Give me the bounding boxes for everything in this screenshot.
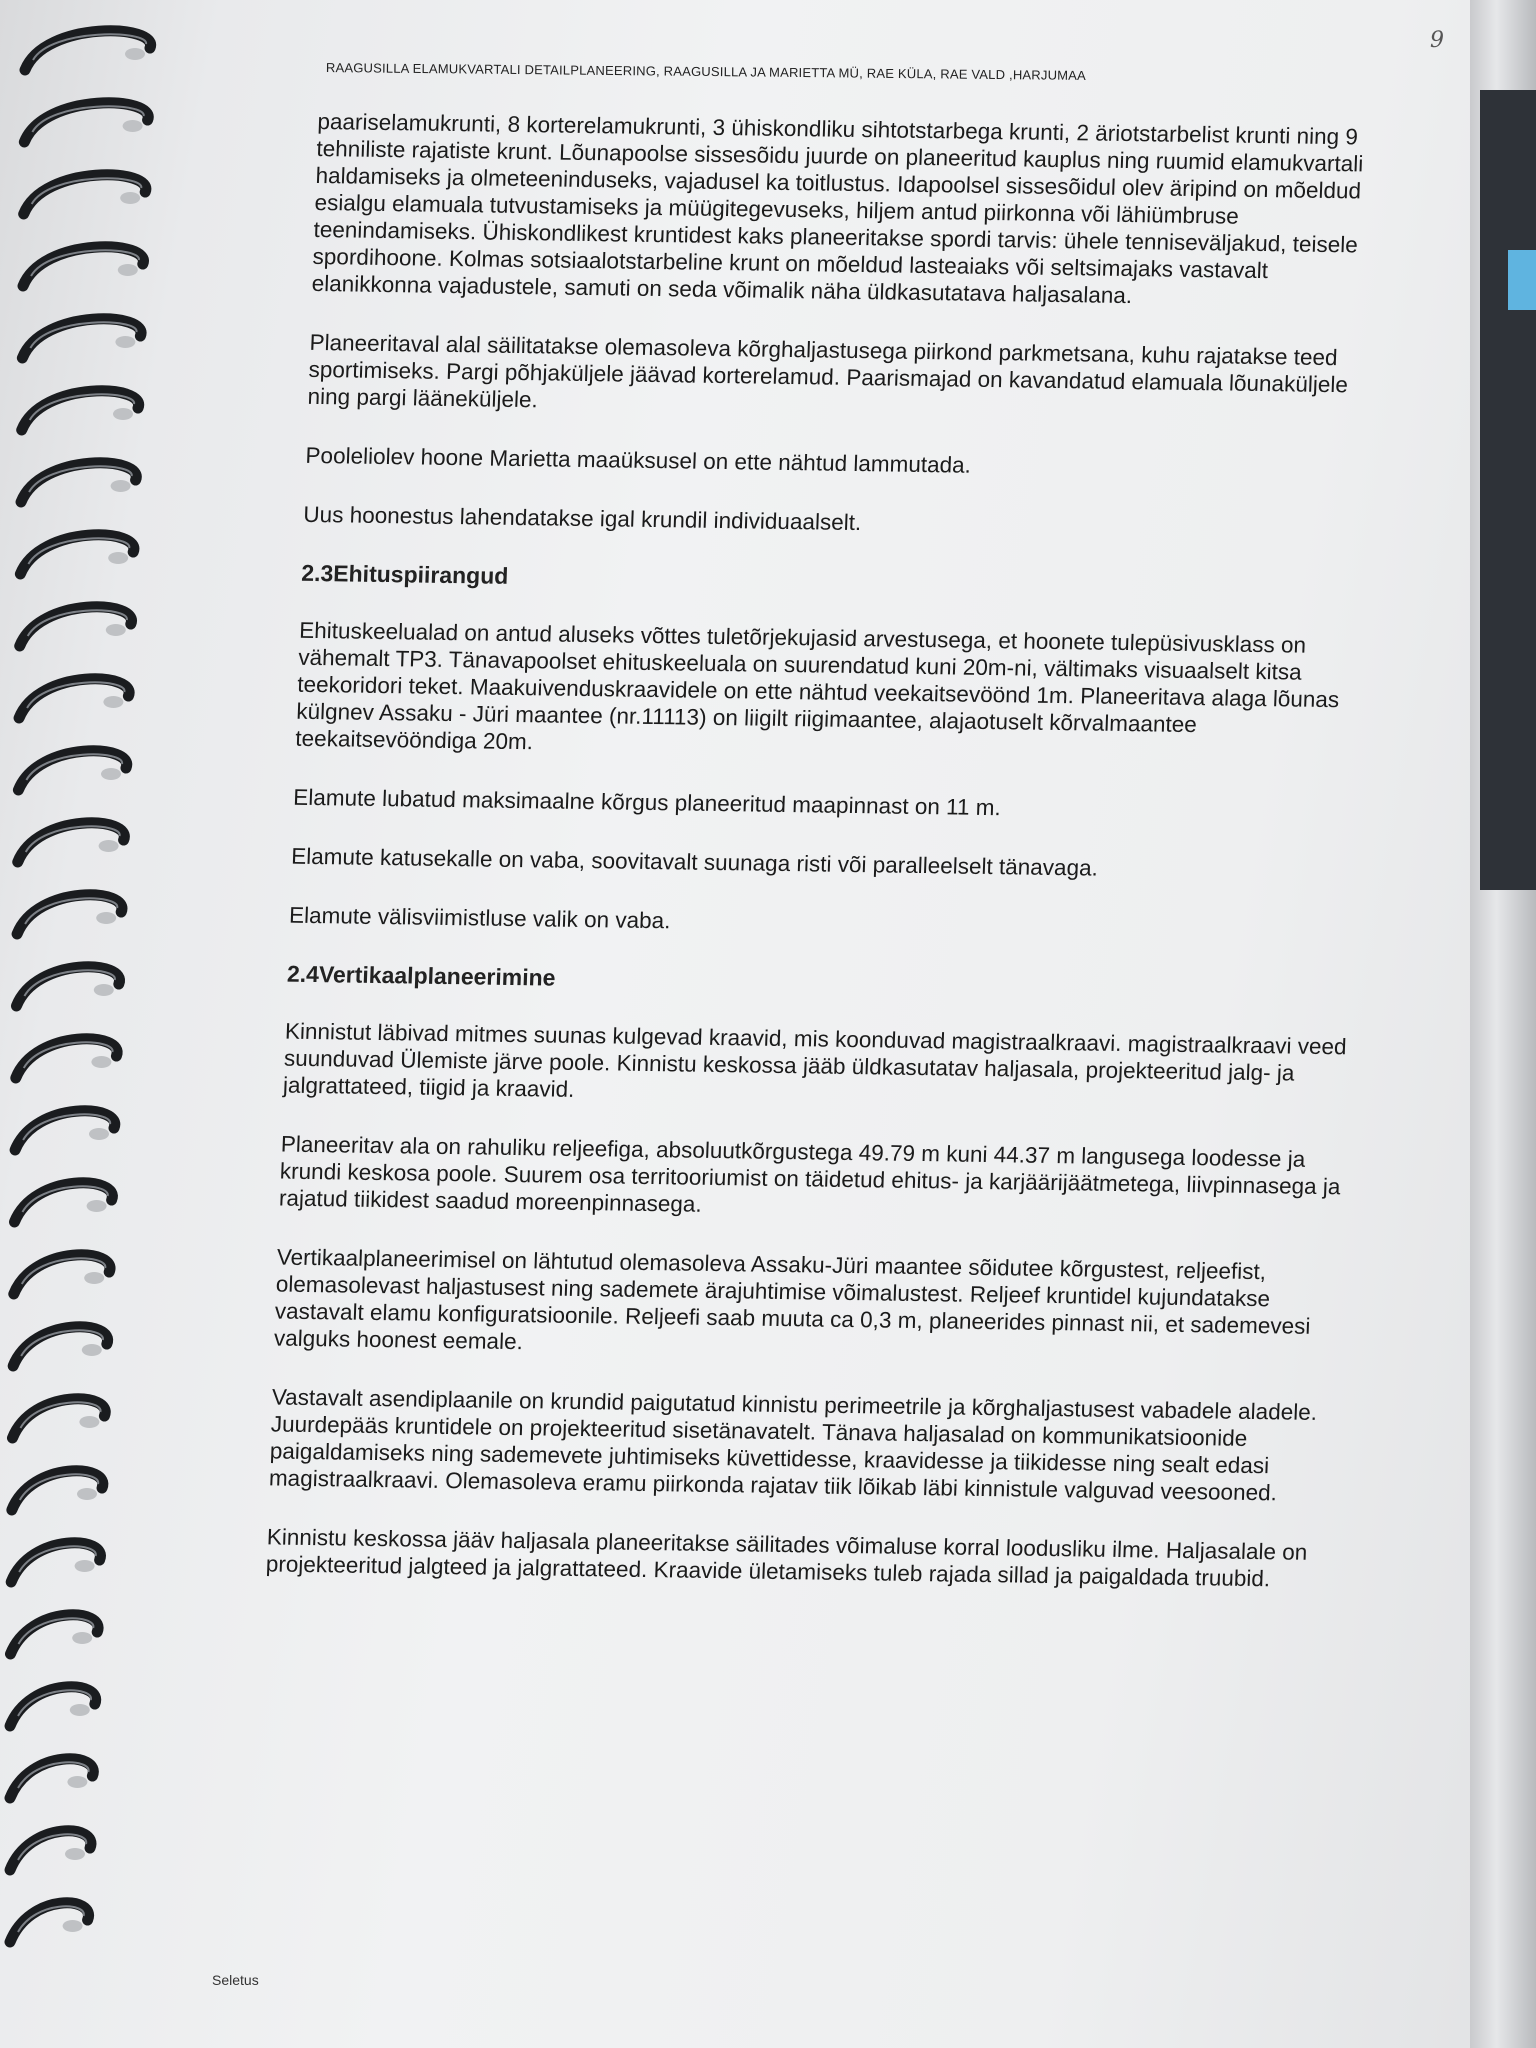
blue-tab-marker [1508,250,1536,310]
running-footer: Seletus [212,1972,259,1988]
paragraph: Vastavalt asendiplaanile on krundid paigutatud kinnistu perimeetrile ja kõrghaljastusest vabadele aladele. Juurdepääs kruntidele on projekteeritud sisetänavatelt. Tänava haljasalad on kommunikatsioonide paigaldamiseks ning sademevete juhtimiseks küvettidesse, kraavidesse ja tiikidesse ning sealt edasi magistraalkraavi. Olemasoleva eramu piirkonda rajatav tiik lõikab läbi kinnistule valguvad veesooned. [268,1384,1318,1506]
spiral-loop [25,31,151,70]
spiral-loop [12,1471,103,1510]
page-number: 9 [1430,28,1444,53]
document-body [264,108,1388,1625]
spiral-loop [22,319,141,358]
spiral-loop [23,247,143,286]
spiral-loop [16,1039,117,1078]
spiral-loop [18,751,126,790]
spiral-loop [17,895,122,934]
spiral-binding [0,0,190,2048]
spiral-loop [18,823,125,862]
paragraph: Kinnistut läbivad mitmes suunas kulgevad kraavid, mis koonduvad magistraalkraavi. magistraalkraavi veed suunduvad Ülemiste järve poole. Kinnistu keskossa jääb üldkasutatav haljasala, projekteeritud jalg- ja jalgrattateed, tiigid ja kraavid. [282,1018,1348,1102]
spiral-loop [13,1327,108,1366]
paragraph: Planeeritav ala on rahuliku reljeefiga, absoluutkõrgustega 49.79 m kuni 44.37 m langusega loodesse ja krundi keskosa poole. Suurem osa territooriumist on täidetud ehitus- ja karjäärijäätmetega, liivpinnasega ja rajatud tiikidest saadud moreenpinnasega. [278,1131,1341,1217]
spiral-loop [10,1615,98,1654]
spiral-loop [21,463,136,502]
spiral-loop [16,967,119,1006]
section-heading: 2.4Vertikaalplaneerimine [286,960,556,991]
paragraph: Elamute lubatud maksimaalne kõrgus planeeritud maapinnast on 11 m. [292,784,1002,821]
background-object [1480,90,1536,890]
spiral-loop [14,1183,112,1222]
section-heading: 2.3Ehituspiirangud [300,559,509,589]
spiral-loop [11,1543,100,1582]
spiral-loop [22,391,139,430]
paragraph: Elamute välisviimistluse valik on vaba. [288,902,671,934]
paragraph: Pooleliolev hoone Marietta maaüksusel on ette nähtud lammutada. [305,442,972,478]
paragraph: Planeeritaval alal säilitatakse olemasoleva kõrghaljastusega piirkond parkmetsana, kuhu rajatakse teed sportimiseks. Pargi põhjaküljele jäävad korterelamud. Paarismajad on kavandatud elamuala lõunaküljele ning pargi lääneküljele. [307,329,1349,413]
spiral-loop [10,1759,93,1798]
paragraph: Kinnistu keskossa jääv haljasala planeeritakse säilitades võimaluse korral loodusliku ilme. Haljasalale on projekteeritud jalgteed ja jalgrattateed. Kraavide ületamiseks tuleb rajada sillad ja paigaldada truubid. [265,1524,1308,1592]
spiral-loop [12,1399,105,1438]
spiral-loop [10,1687,96,1726]
paragraph: Elamute katusekalle on vaba, soovitavalt suunaga risti või paralleelselt tänavaga. [290,843,1099,881]
spiral-loop [10,1903,89,1942]
paragraph: Vertikaalplaneerimisel on lähtutud olemasoleva Assaku-Jüri maantee sõidutee kõrgustest, reljeefist, olemasolevast haljastusest ning sademete ärajuhtimise võimalustest. Reljeef kruntidel kujundatakse vastavalt elamu konfiguratsioonile. Reljeefi saab muuta ca 0,3 m, planeerides pinnast nii, et sademevesi valguks hoonest eemale. [273,1244,1311,1355]
paragraph: Ehituskeelualad on antud aluseks võttes tuletõrjekujasid arvestusega, et hoonete tulepüsivusklass on vähemalt TP3. Tänavapoolset ehituskeeluala on suurendatud kuni 20m-ni, vältimaks visuaalselt kitsa teekoridori teket. Maakuivenduskraavidele on ette nähtud veekaitsevöönd 1m. Planeeritava alaga lõunas külgnev Assaku - Jüri maantee (nr.11113) on liigilt riigimaantee, alajaotuselt kõrvalmaantee teekaitsevööndiga 20m. [294,617,1340,755]
spiral-loop [10,1831,91,1870]
spiral-loop [19,679,129,718]
spiral-loop [14,1255,110,1294]
spiral-loop [24,103,148,142]
spiral-loop [15,1111,115,1150]
running-header: RAAGUSILLA ELAMUKVARTALI DETAILPLANEERING, RAAGUSILLA JA MARIETTA MÜ, RAE KÜLA, RAE VALD ,HARJUMAA [325,60,1087,83]
spiral-loop [20,535,134,574]
paragraph: Uus hoonestus lahendatakse igal krundil individuaalselt. [303,501,862,536]
spiral-loop [24,175,146,214]
spiral-loop [20,607,132,646]
paragraph: paariselamukrunti, 8 korterelamukrunti, 3 ühiskondliku sihtotstarbega krunti, 2 äriotstarbelist krunti ning 9 tehniliste rajatiste krunt. Lõunapoolse sissesõidu juurde on planeeritud kauplus ning ruumid elamukvartali haldamiseks ja olmeteeninduseks, vajadusel ka toitlustus. Idapoolsel sissesõidul olev äripind on mõeldud esialgu elamuala tutvustamiseks ja müügitegevuseks, hiljem antud piirkonna või lähiümbruse teenindamiseks. Ühiskondlikest kruntidest kaks planeeritakse spordi tarvis: ühele tenniseväljakud, teisele spordihoone. Kolmas sotsiaalotstarbeline krunt on mõeldud lasteaiaks või seltsimajaks vastavalt elanikkonna vajadustele, samuti on seda võimalik näha üldkasutatava haljasalana. [311,108,1364,309]
